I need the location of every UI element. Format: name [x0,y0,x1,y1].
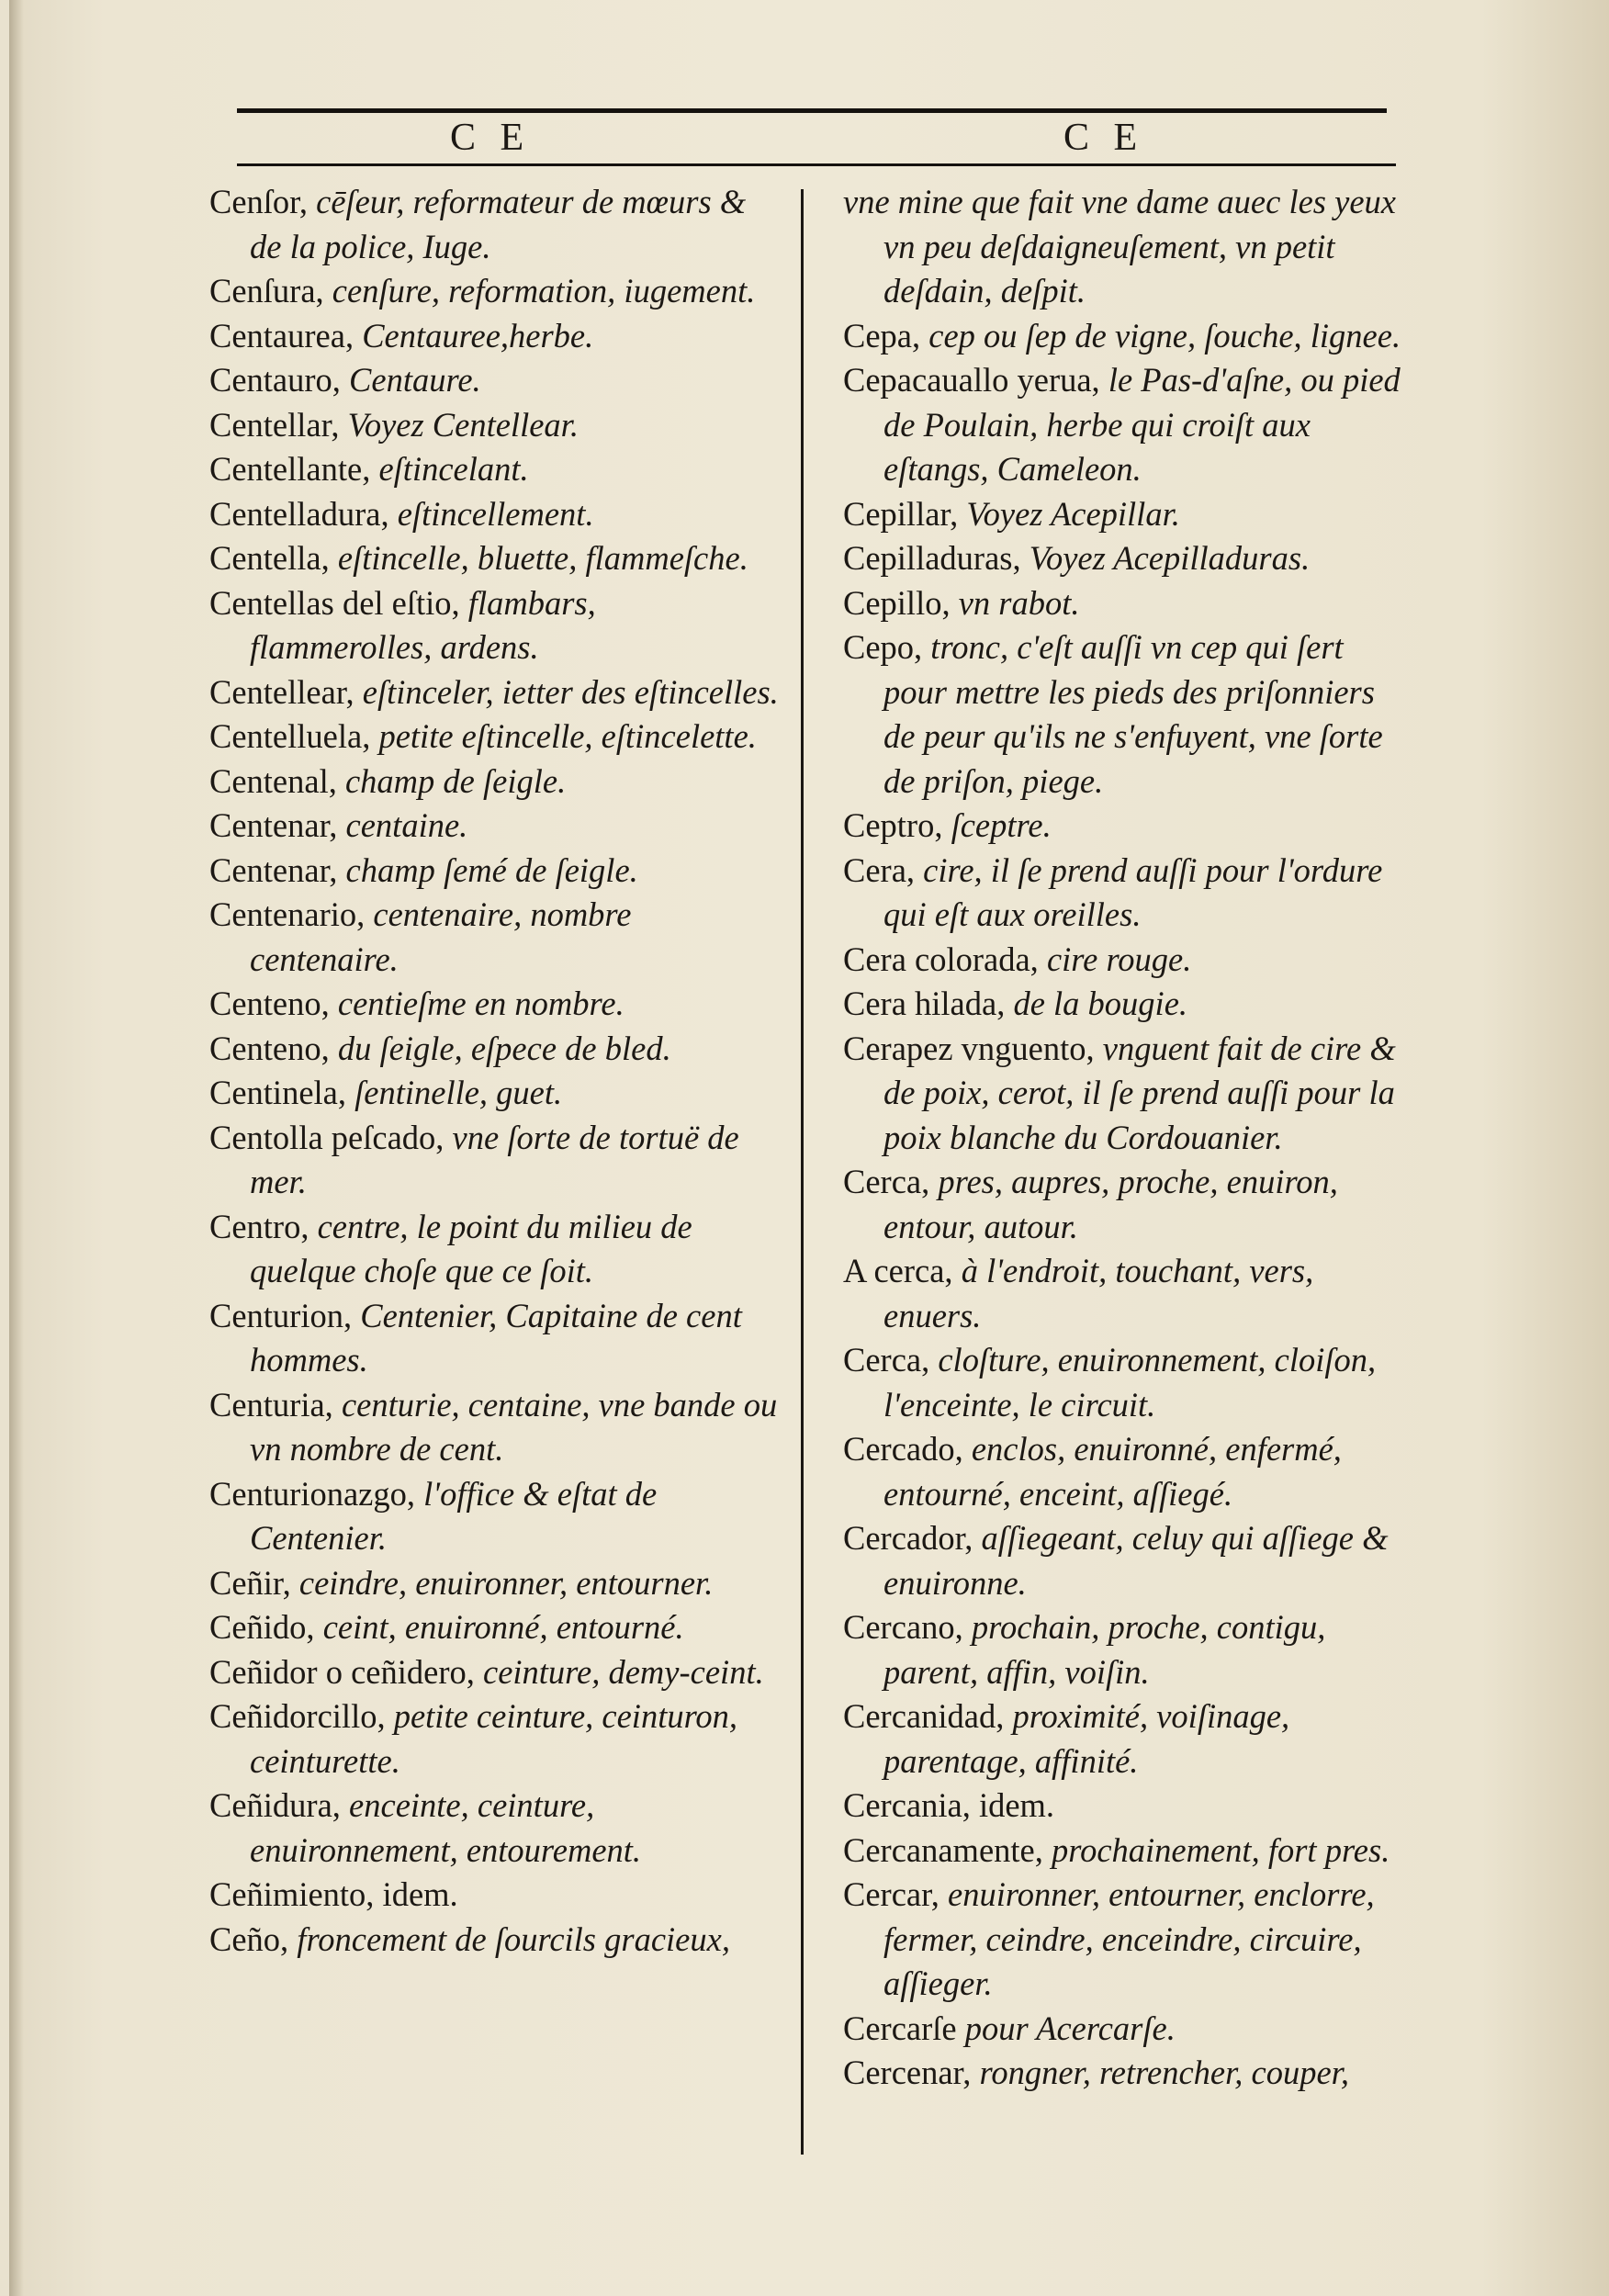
entry-headword: Cercano, [843,1608,972,1646]
entry-headword: Centeno, [209,1029,338,1067]
entry-definition: du ſeigle, eſpece de bled. [337,1029,671,1067]
dictionary-entry [209,849,779,894]
entry-definition: Voyez Acepilladuras. [1029,539,1311,577]
dictionary-entry [843,492,1412,537]
entry-headword: Centellear, [209,672,363,711]
entry-headword: Centolla peſcado, [209,1118,453,1156]
entry-definition: eſtincellement. [397,494,594,533]
dictionary-entry [209,1873,779,1918]
gutter-shadow [9,0,24,2296]
dictionary-entry [209,670,779,715]
dictionary-entry [843,1873,1412,2007]
dictionary-entry [209,804,779,849]
entry-headword: Cerapez vnguento, [843,1029,1103,1067]
entry-headword: Cera colorada, [843,940,1047,978]
dictionary-entry [843,982,1412,1027]
dictionary-entry [843,2007,1412,2052]
entry-definition: enceinte, ceinture, enuironnement, entourement. [250,1786,642,1869]
entry-definition: flambars, flammerolles, ardens. [250,583,596,666]
entry-headword: Ceñir, [209,1563,299,1602]
dictionary-entry [843,581,1412,626]
entry-definition: centenaire, nombre centenaire. [250,895,632,978]
entry-headword: Cera, [843,850,924,889]
dictionary-entry [843,314,1412,359]
dictionary-entry [209,982,779,1027]
entry-headword: Centurion, [209,1296,361,1334]
entry-definition: ceindre, enuironner, entourner. [298,1563,714,1602]
entry-headword: Cepillo, [843,583,959,622]
entry-headword: Cenſura, [209,272,332,310]
entry-headword: Ceñidor o ceñidero, [209,1652,483,1691]
entry-definition: ceint, enuironné, entourné. [322,1608,684,1646]
entry-definition: l'office & eſtat de Centenier. [250,1474,658,1557]
dictionary-entry [843,1605,1412,1694]
dictionary-entry [209,403,779,448]
entry-definition: vnguent fait de cire & de poix, cerot, il ſe prend auſſi pour la poix blanche du Cordouanier. [883,1029,1396,1156]
entry-headword: A cerca, [843,1252,962,1289]
entry-definition: enclos, enuironné, enfermé, entourné, enceint, aſſiegé. [883,1430,1342,1513]
left-column [209,180,779,1962]
entry-definition: aſſiegeant, celuy qui aſſiege & enuironne. [883,1519,1389,1602]
entry-headword: Cera hilada, [843,985,1014,1022]
entry-headword: Centuria, [209,1385,342,1424]
entry-headword: Centellante, [209,450,379,488]
entry-headword: Cercarſe [843,2009,965,2047]
entry-definition: centaine. [345,806,468,844]
dictionary-entry [209,1294,779,1383]
dictionary-entry [843,1829,1412,1874]
entry-definition: enuironner, entourner, enclorre, fermer, ceindre, enceindre, circuire, aſſieger. [883,1875,1375,2002]
dictionary-entry [843,1694,1412,1784]
dictionary-entry [843,2051,1412,2096]
entry-definition: cloſture, enuironnement, cloiſon, l'enceinte, le circuit. [883,1341,1377,1424]
dictionary-entry [209,492,779,537]
dictionary-entry [209,1205,779,1294]
dictionary-entry [209,536,779,581]
entry-headword: Cepilladuras, [843,539,1030,577]
entry-headword: Cercado, [843,1430,972,1468]
entry-definition: ſceptre. [951,806,1052,844]
dictionary-entry [209,314,779,359]
entry-headword: Cepillar, [843,494,967,533]
dictionary-entry [209,1605,779,1650]
entry-headword: Centenar, [209,806,346,844]
entry-headword: Centenal, [209,761,345,800]
dictionary-entry [209,581,779,670]
dictionary-entry [843,358,1412,492]
entry-definition: à l'endroit, touchant, vers, enuers. [883,1252,1314,1334]
entry-headword: Cepo, [843,628,931,666]
entry-definition: cep ou ſep de vigne, ſouche, lignee. [928,316,1401,355]
dictionary-entry [843,536,1412,581]
dictionary-entry [843,1027,1412,1161]
entry-headword: Cenſor, [209,183,317,220]
entry-definition: le Pas-d'aſne, ou pied de Poulain, herbe qui croiſt aux eſtangs, Cameleon. [883,361,1401,488]
entry-definition: centre, le point du milieu de quelque choſe que ce ſoit. [250,1207,692,1289]
entry-headword: Centaurea, [209,316,363,355]
entry-headword: Centauro, [209,361,350,399]
dictionary-entry [209,269,779,314]
entry-definition: Centaure. [349,361,481,399]
entry-headword: Cepacauallo yerua, [843,361,1108,399]
entry-headword: Centurionazgo, [209,1474,424,1513]
entry-headword: Ceñimiento, idem. [209,1875,458,1913]
entry-definition: de la bougie. [1013,985,1188,1022]
running-head-left: C E [450,117,532,159]
right-column [843,180,1412,2096]
entry-headword: Cercanamente, [843,1830,1052,1869]
entry-definition: prochain, proche, contigu, parent, affin, voiſin. [883,1608,1326,1691]
dictionary-entry [209,1383,779,1472]
entry-headword: Centelluela, [209,717,379,755]
dictionary-entry [843,1249,1412,1338]
running-head-right: C E [1063,117,1145,159]
entry-definition: ceinture, demy-ceint. [483,1652,764,1691]
dictionary-entry [843,1160,1412,1249]
entry-definition: petite eſtincelle, eſtincelette. [378,717,757,755]
dictionary-entry [209,1561,779,1606]
dictionary-entry [209,447,779,492]
entry-definition: eſtincelle, bluette, flammeſche. [337,539,748,577]
entry-headword: Centelladura, [209,494,398,533]
dictionary-entry [209,1116,779,1205]
entry-definition: centieſme en nombre. [337,985,624,1022]
dictionary-entry [843,1516,1412,1605]
entry-headword: Cepa, [843,316,929,355]
header-rule-bottom [237,163,1396,166]
entry-definition: vne ſorte de tortuë de mer. [250,1118,739,1200]
entry-headword: Cercanidad, [843,1697,1013,1735]
entry-headword: Ceño, [209,1919,298,1958]
dictionary-entry [209,1918,779,1963]
entry-definition: froncement de ſourcils gracieux, [297,1919,730,1958]
entry-definition: rongner, retrencher, couper, [979,2054,1349,2091]
entry-definition: ſentinelle, guet. [354,1074,563,1111]
entry-definition: prochainement, fort pres. [1051,1830,1390,1869]
entry-headword: Centeno, [209,985,338,1022]
entry-headword: Centellas del eſtio, [209,583,468,622]
entry-definition: cire rouge. [1046,940,1192,978]
entry-headword: Cercenar, [843,2054,980,2091]
entry-headword: Centinela, [209,1074,355,1111]
entry-headword: Ceptro, [843,806,951,844]
entry-definition: Voyez Centellear. [347,405,579,444]
entry-definition: vne mine que fait vne dame auec les yeux vn peu deſdaigneuſement, vn petit deſdain, deſpit. [843,183,1396,310]
header-rule-top [237,108,1387,113]
dictionary-entry [209,180,779,269]
dictionary-entry [843,804,1412,849]
dictionary-entry [843,1784,1412,1829]
entry-definition: eſtincelant. [378,450,529,488]
entry-definition: centurie, centaine, vne bande ou vn nombre de cent. [250,1385,778,1468]
dictionary-entry [209,1694,779,1784]
entry-definition: pres, aupres, proche, enuiron, entour, autour. [883,1163,1338,1245]
dictionary-entry [209,893,779,982]
entry-headword: Cercador, [843,1519,982,1557]
entry-definition: petite ceinture, ceinturon, ceinturette. [250,1697,738,1780]
dictionary-entry [209,1071,779,1116]
column-divider [801,189,804,2155]
dictionary-entry [843,180,1412,314]
entry-definition: proximité, voiſinage, parentage, affinité. [883,1697,1290,1780]
entry-headword: Centellar, [209,405,348,444]
entry-headword: Centenar, [209,850,346,889]
entry-headword: Cercar, [843,1875,949,1913]
entry-definition: tronc, c'eſt auſſi vn cep qui ſert pour mettre les pieds des priſonniers de peur qu'ils ne s'enfuyent, vne ſorte de priſon, piege. [883,628,1383,800]
entry-definition: vn rabot. [958,583,1080,622]
entry-headword: Cerca, [843,1341,939,1379]
dictionary-entry [209,1472,779,1561]
dictionary-entry [843,849,1412,938]
dictionary-entry [209,1650,779,1695]
entry-definition: Voyez Acepillar. [966,494,1180,533]
entry-definition: champ de ſeigle. [344,761,567,800]
entry-headword: Ceñido, [209,1608,323,1646]
entry-definition: cenſure, reformation, iugement. [332,272,756,310]
dictionary-entry [209,358,779,403]
dictionary-entry [843,1338,1412,1427]
entry-headword: Centella, [209,539,338,577]
entry-definition: cēſeur, reformateur de mœurs & de la police, Iuge. [250,183,747,265]
entry-headword: Ceñidura, [209,1786,350,1824]
entry-headword: Centenario, [209,895,374,933]
entry-headword: Centro, [209,1207,318,1245]
dictionary-entry [209,760,779,805]
dictionary-entry [843,938,1412,983]
entry-headword: Cerca, [843,1163,939,1200]
dictionary-entry [209,1784,779,1873]
entry-definition: cire, il ſe prend auſſi pour l'ordure qui eſt aux oreilles. [883,850,1383,933]
entry-definition: Centenier, Capitaine de cent hommes. [250,1296,742,1379]
dictionary-entry [209,715,779,760]
entry-definition: eſtinceler, ietter des eſtincelles. [362,672,779,711]
entry-definition: champ ſemé de ſeigle. [345,850,638,889]
dictionary-entry [843,625,1412,804]
entry-headword: Cercania, idem. [843,1786,1055,1824]
dictionary-entry [209,1027,779,1072]
entry-definition: pour Acercarſe. [964,2009,1176,2047]
dictionary-entry [843,1427,1412,1516]
entry-headword: Ceñidorcillo, [209,1697,394,1735]
entry-definition: Centauree,herbe. [362,316,594,355]
